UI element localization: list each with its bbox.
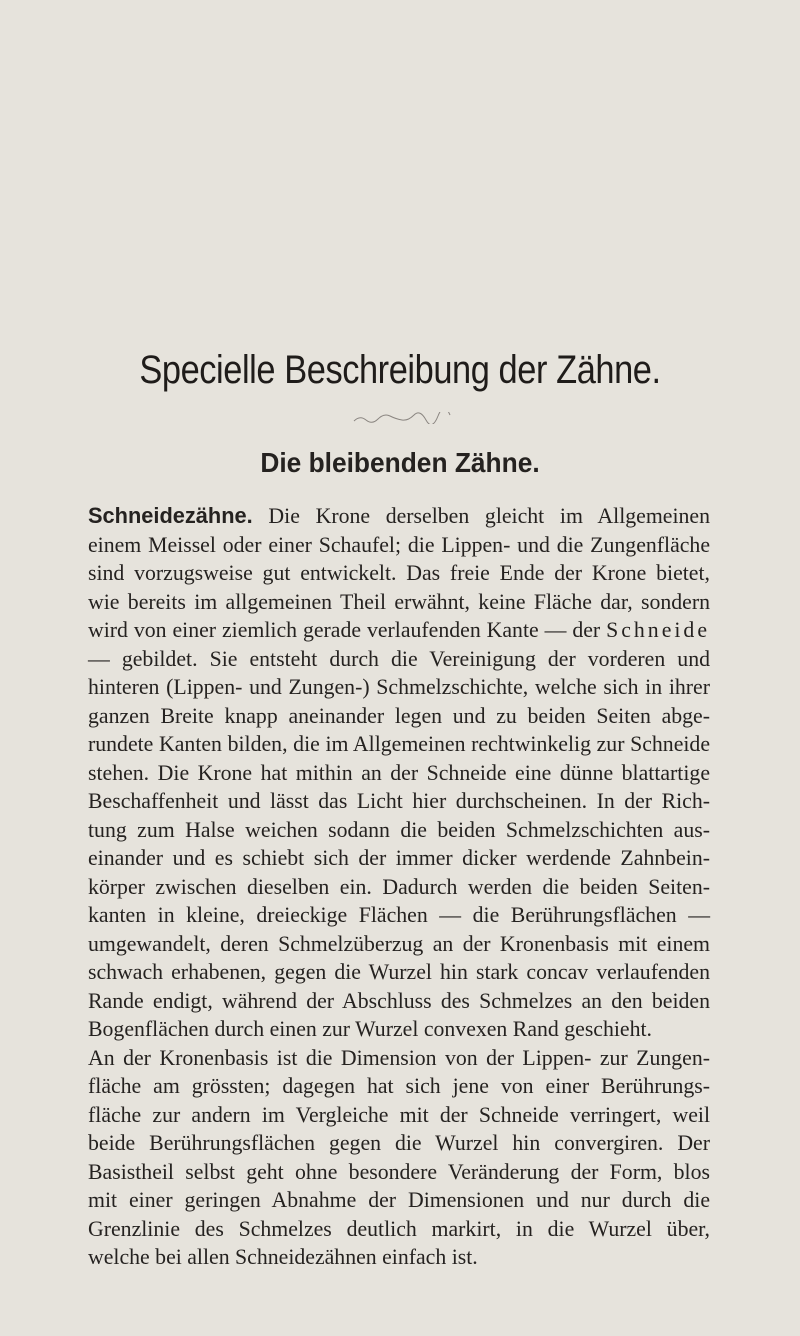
text-line: [88, 502, 710, 531]
text-line: einem Meissel oder einer Schaufel; die Lippen- und die Zungenfläche: [88, 532, 710, 557]
paragraph-heading: Schneidezähne.: [88, 503, 253, 528]
text-line: tung zum Halse weichen sodann die beiden Schmelzschichten aus-: [88, 817, 710, 842]
text-line: mit einer geringen Abnahme der Dimensionen und nur durch die: [88, 1188, 710, 1212]
text-line: fläche am grössten; dagegen hat sich jene von einer Berührungs-: [88, 1074, 710, 1098]
text-segment: Die Krone derselben gleicht im Allgemeinen: [268, 504, 710, 528]
text-line: Rande endigt, während der Abschluss des Schmelzes an den beiden: [88, 988, 710, 1013]
text-line: welche bei allen Schneidezähnen einfach ist.: [88, 1245, 478, 1269]
text-line: hinteren (Lippen- und Zungen-) Schmelzschichte, welche sich in ihrer: [88, 675, 710, 699]
text-line: fläche zur andern im Vergleiche mit der Schneide verringert, weil: [88, 1102, 710, 1127]
body-paragraph: [88, 502, 710, 1272]
text-line: Beschaffenheit und lässt das Licht hier durchscheinen. In der Rich-: [88, 789, 710, 813]
text-line: rundete Kanten bilden, die im Allgemeinen rechtwinkelig zur Schneide: [88, 732, 710, 756]
text-line: [88, 616, 710, 645]
text-line: körper zwischen dieselben ein. Dadurch werden die beiden Seiten-: [88, 874, 710, 899]
spaced-term: Schneide: [606, 618, 710, 642]
text-line: einander und es schiebt sich der immer dicker werdende Zahnbein-: [88, 846, 710, 870]
text-line: Bogenflächen durch einen zur Wurzel convexen Rand geschieht.: [88, 1017, 653, 1041]
text-line: — gebildet. Sie entsteht durch die Vereinigung der vorderen und: [88, 646, 710, 671]
text-line: An der Kronenbasis ist die Dimension von der Lippen- zur Zungen-: [88, 1045, 710, 1070]
text-line: beide Berührungsflächen gegen die Wurzel hin convergiren. Der: [88, 1131, 710, 1155]
text-line: Grenzlinie des Schmelzes deutlich markirt, in die Wurzel über,: [88, 1216, 710, 1241]
text-line: ganzen Breite knapp aneinander legen und zu beiden Seiten abge-: [88, 703, 710, 728]
text-line: Basistheil selbst geht ohne besondere Veränderung der Form, blos: [88, 1159, 710, 1184]
text-line: kanten in kleine, dreieckige Flächen — die Berührungsflächen —: [88, 903, 710, 927]
ornament-divider: [352, 412, 452, 424]
text-line: schwach erhabenen, gegen die Wurzel hin stark concav verlaufenden: [88, 960, 710, 984]
section-title: Die bleibenden Zähne.: [260, 447, 540, 478]
text-segment: wird von einer ziemlich gerade verlaufenden Kante — der: [88, 618, 601, 642]
text-line: wie bereits im allgemeinen Theil erwähnt, keine Fläche dar, sondern: [88, 589, 710, 614]
text-line: umgewandelt, deren Schmelzüberzug an der Kronenbasis mit einem: [88, 931, 710, 956]
page-title: Specielle Beschreibung der Zähne.: [139, 348, 661, 392]
text-line: stehen. Die Krone hat mithin an der Schneide eine dünne blattartige: [88, 760, 710, 785]
text-line: sind vorzugsweise gut entwickelt. Das freie Ende der Krone bietet,: [88, 561, 710, 585]
